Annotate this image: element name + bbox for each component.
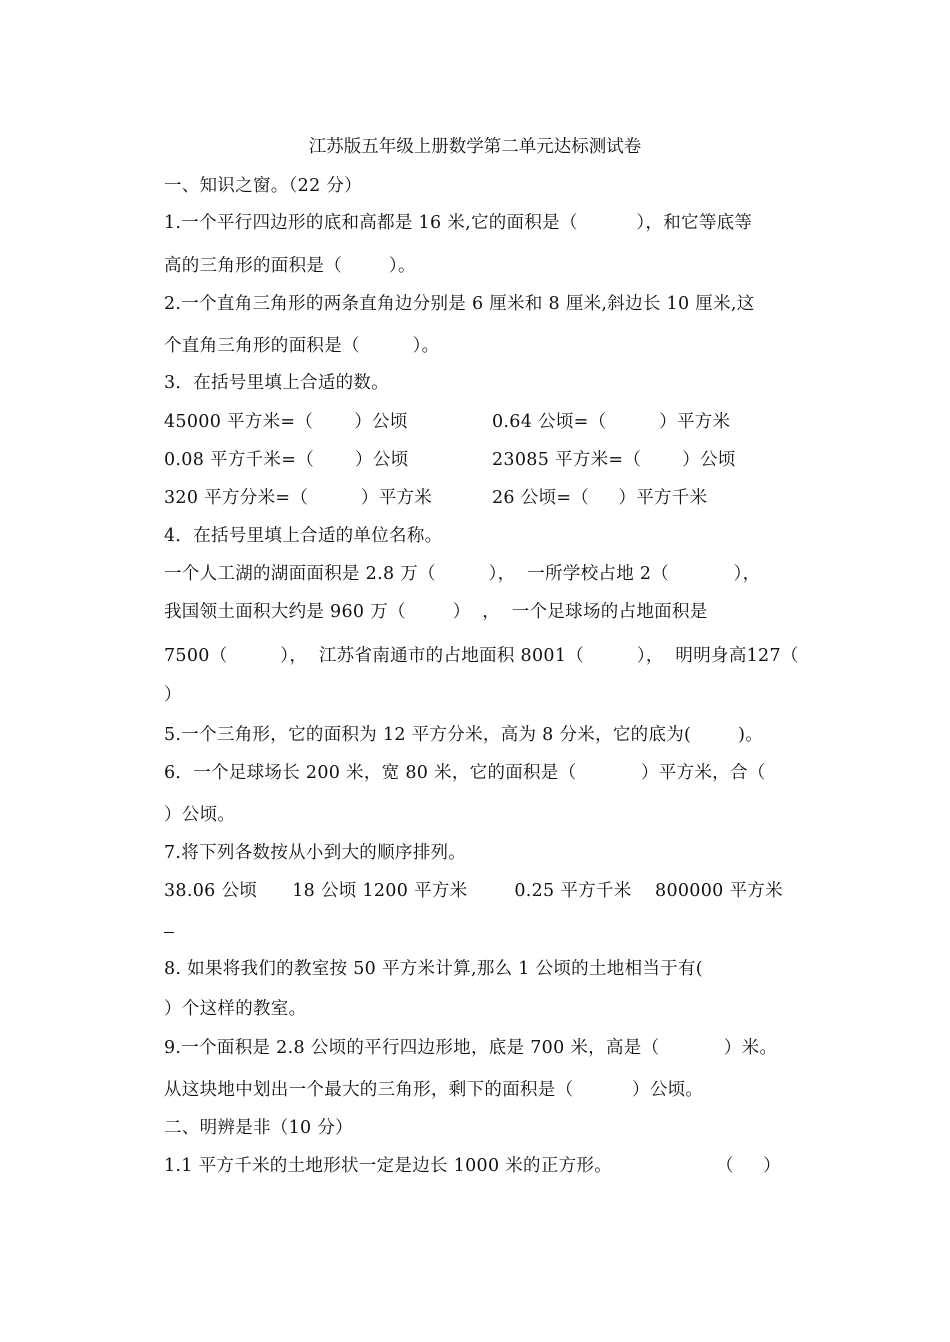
q1-line2: 高的三角形的面积是（ ）。 — [164, 256, 416, 276]
q7-stem: 7.将下列各数按从小到大的顺序排列。 — [164, 843, 467, 863]
q5: 5.一个三角形，它的面积为 12 平方分米，高为 8 分米，它的底为( )。 — [164, 725, 764, 745]
q8-line1: 8. 如果将我们的教室按 50 平方米计算,那么 1 公顷的土地相当于有( — [164, 959, 703, 979]
q2-line2: 个直角三角形的面积是（ ）。 — [164, 336, 440, 356]
q1-line1: 1.一个平行四边形的底和高都是 16 米,它的面积是（ ），和它等底等 — [164, 213, 753, 233]
q6-line1: 6．一个足球场长 200 米，宽 80 米，它的面积是（ ）平方米，合（ — [164, 763, 766, 783]
q3-row1-col1: 45000 平方米=（ ）公顷 — [164, 412, 408, 432]
q9-line2: 从这块地中划出一个最大的三角形，剩下的面积是（ ）公顷。 — [164, 1080, 704, 1100]
q6-line2: ）公顷。 — [164, 805, 236, 825]
q3-row1-col2: 0.64 公顷=（ ）平方米 — [492, 412, 731, 432]
q4-line3: 7500（ ）， 江苏省南通市的占地面积 8001（ ）， 明明身高127（ — [164, 646, 799, 666]
q7-answer-blank — [164, 932, 174, 933]
section1-heading: 一、知识之窗。（22 分） — [164, 176, 362, 196]
q4-line4: ） — [164, 685, 182, 705]
q3-row2-col1: 0.08 平方千米=（ ）公顷 — [164, 450, 409, 470]
q3-row2-col2: 23085 平方米=（ ）公顷 — [492, 450, 736, 470]
section2-heading: 二、明辨是非（10 分） — [164, 1118, 353, 1138]
q4-line1: 一个人工湖的湖面面积是 2.8 万（ ）， 一所学校占地 2（ ）， — [164, 564, 761, 584]
q8-line2: ）个这样的教室。 — [164, 999, 307, 1019]
q7-items: 38.06 公顷 18 公顷 1200 平方米 0.25 平方千米 800000 平方米 — [164, 881, 783, 901]
q9-line1: 9.一个面积是 2.8 公顷的平行四边形地，底是 700 米，高是（ ）米。 — [164, 1038, 778, 1058]
q4-stem: 4．在括号里填上合适的单位名称。 — [164, 526, 443, 546]
q3-stem: 3．在括号里填上合适的数。 — [164, 373, 390, 393]
page-title: 江苏版五年级上册数学第二单元达标测试卷 — [308, 137, 642, 157]
judge-q1-paren: （ ） — [716, 1156, 781, 1176]
q4-line2: 我国领土面积大约是 960 万（ ） ， 一个足球场的占地面积是 — [164, 602, 708, 622]
q3-row3-col2: 26 公顷=（ ）平方千米 — [492, 488, 708, 508]
judge-q1: 1.1 平方千米的土地形状一定是边长 1000 米的正方形。 — [164, 1156, 613, 1176]
q2-line1: 2.一个直角三角形的两条直角边分别是 6 厘米和 8 厘米,斜边长 10 厘米,这 — [164, 294, 755, 314]
q3-row3-col1: 320 平方分米=（ ）平方米 — [164, 488, 433, 508]
